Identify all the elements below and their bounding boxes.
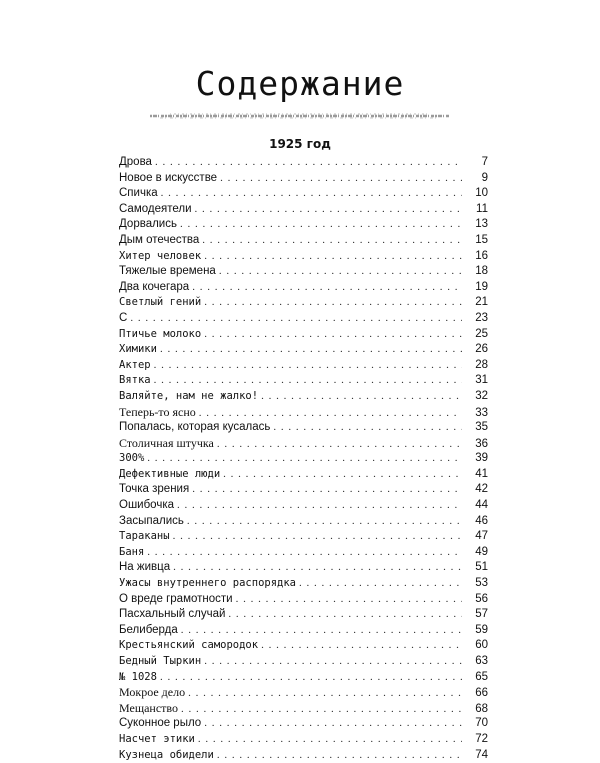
toc-entry (119, 202, 488, 218)
dot-leader (199, 233, 462, 249)
toc-entry (119, 186, 488, 202)
toc-entry-title: Хитер человек (119, 249, 202, 262)
toc-entry-page-number: 9 (481, 171, 488, 184)
toc-entry-title: Тараканы (119, 530, 170, 543)
toc-entry-page-number: 19 (475, 280, 488, 293)
toc-entry (119, 342, 488, 358)
toc-entry (119, 732, 488, 748)
toc-entry-title: О вреде грамотности (119, 592, 233, 605)
dot-leader (196, 406, 462, 421)
toc-entry-page-number: 46 (475, 514, 488, 527)
dot-leader (201, 295, 462, 311)
toc-entry (119, 654, 488, 670)
toc-entry-page-number: 16 (475, 249, 488, 262)
section-heading: 1925 год (269, 137, 331, 151)
toc-entry (119, 280, 488, 296)
toc-entry (119, 233, 488, 249)
dot-leader (170, 560, 462, 576)
toc-entry-title: Попалась, которая кусалась (119, 421, 271, 434)
toc-entry (119, 451, 488, 467)
dot-leader (184, 514, 462, 530)
toc-entry-title: Валяйте, нам не жалко! (119, 389, 259, 402)
dot-leader (144, 451, 462, 467)
toc-entry (119, 716, 488, 732)
toc-entry-page-number: 44 (475, 499, 488, 512)
toc-entry-page-number: 63 (475, 655, 488, 667)
dot-leader (127, 311, 462, 327)
dot-leader (216, 264, 462, 280)
toc-entry-page-number: 10 (475, 187, 488, 200)
toc-entry (119, 217, 488, 233)
toc-entry (119, 264, 488, 280)
toc-entry-page-number: 33 (475, 406, 488, 419)
toc-entry-title: Тяжелые времена (119, 265, 216, 278)
toc-entry-title: На живца (119, 561, 171, 574)
dot-leader (177, 217, 462, 233)
dot-leader (195, 732, 462, 748)
dot-leader (174, 498, 462, 514)
toc-entry-page-number: 56 (475, 592, 488, 605)
dot-leader (170, 529, 462, 545)
dot-leader (296, 576, 462, 592)
dot-leader (189, 280, 462, 296)
toc-entry-page-number: 36 (475, 437, 488, 450)
toc-entry-page-number: 72 (475, 732, 488, 745)
toc-entry-page-number: 65 (475, 670, 488, 683)
dot-leader (214, 437, 462, 452)
toc-entry (119, 155, 488, 171)
dot-leader (144, 545, 462, 561)
toc-entry-page-number: 51 (475, 561, 488, 574)
toc-entry (119, 436, 488, 452)
toc-entry-title: Птичье молоко (119, 327, 202, 340)
dot-leader (217, 171, 462, 187)
toc-entry-page-number: 32 (475, 389, 488, 402)
toc-entry-page-number: 41 (475, 467, 488, 480)
toc-entry-page-number: 11 (476, 202, 488, 215)
toc-entry-title: Два кочегара (119, 280, 190, 293)
dot-leader (158, 186, 462, 202)
dot-leader (157, 342, 462, 358)
toc-entry-page-number: 68 (475, 702, 488, 715)
toc-entry-page-number: 35 (475, 421, 488, 434)
toc-entry (119, 373, 488, 389)
dot-leader (157, 670, 462, 686)
dot-leader (201, 249, 462, 265)
toc-entry-page-number: 57 (475, 608, 488, 621)
toc-entry-title: Светлый гений (119, 296, 202, 309)
toc-entry (119, 405, 488, 421)
toc-entry-title: Дым отечества (119, 233, 200, 246)
toc-entry-title: Самодеятели (119, 202, 192, 215)
toc-entry-title: Точка зрения (119, 483, 190, 496)
dot-leader (225, 607, 462, 623)
toc-entry (119, 670, 488, 686)
toc-entry (119, 358, 488, 374)
dot-leader (151, 358, 462, 374)
toc-entry-title: Кузнеца обидели (119, 748, 214, 761)
toc-entry (119, 171, 488, 187)
toc-entry-title: Дорвались (119, 218, 177, 231)
dot-leader (185, 686, 462, 701)
dot-leader (233, 592, 462, 608)
toc-entry (119, 685, 488, 701)
dot-leader (152, 155, 462, 171)
toc-entry-title: Дефективные люди (119, 467, 221, 480)
toc-entry-page-number: 47 (475, 530, 488, 543)
toc-entry (119, 560, 488, 576)
toc-entry-title: Суконное рыло (119, 717, 202, 730)
dot-leader (201, 654, 462, 670)
toc-entry (119, 467, 488, 483)
toc-entry-title: С (119, 311, 128, 324)
toc-entry (119, 592, 488, 608)
toc-entry-title: Насчет этики (119, 732, 195, 745)
toc-entry (119, 514, 488, 530)
toc-entry-title: Новое в искусстве (119, 171, 218, 184)
toc-entry-title: Пасхальный случай (119, 608, 226, 621)
toc-entry-title: Мокрое дело (119, 685, 186, 700)
toc-entry (119, 311, 488, 327)
toc-entry-page-number: 18 (475, 265, 488, 278)
toc-entry-title: Теперь-то ясно (119, 404, 196, 419)
dot-leader (192, 202, 463, 218)
toc-entry-title: Мещанство (119, 700, 178, 715)
dot-leader (201, 716, 462, 732)
dot-leader (151, 373, 462, 389)
toc-entry (119, 498, 488, 514)
toc-entry (119, 545, 488, 561)
toc-entry-page-number: 21 (475, 296, 488, 309)
toc-entry-title: Дрова (119, 156, 152, 168)
toc-entry-page-number: 60 (475, 639, 488, 652)
dot-leader (258, 389, 462, 405)
toc-entry (119, 249, 488, 265)
toc-entry-page-number: 28 (475, 358, 488, 371)
table-of-contents (119, 155, 488, 763)
toc-entry-page-number: 23 (475, 311, 488, 324)
toc-entry-page-number: 31 (475, 374, 488, 387)
dot-leader (178, 702, 462, 717)
toc-entry-title: Столичная штучка (119, 435, 214, 450)
toc-entry-page-number: 59 (475, 623, 488, 636)
title-underline-decoration (150, 111, 450, 121)
toc-entry-page-number: 39 (475, 452, 488, 465)
toc-entry-title: Актер (119, 358, 151, 371)
toc-entry-page-number: 15 (475, 233, 488, 246)
toc-entry-page-number: 13 (475, 218, 488, 231)
dot-leader (178, 623, 462, 639)
toc-entry (119, 482, 488, 498)
toc-entry-page-number: 66 (475, 687, 488, 700)
toc-entry (119, 623, 488, 639)
toc-entry-page-number: 53 (475, 577, 488, 590)
toc-entry (119, 701, 488, 717)
toc-entry (119, 327, 488, 343)
toc-entry (119, 295, 488, 311)
toc-entry-page-number: 74 (475, 748, 488, 761)
toc-entry (119, 529, 488, 545)
toc-entry-title: № 1028 (119, 670, 157, 683)
toc-entry-title: Химики (119, 343, 157, 356)
dot-leader (220, 467, 462, 483)
toc-entry (119, 638, 488, 654)
dot-leader (258, 638, 462, 654)
toc-entry-title: Вятка (119, 374, 151, 387)
toc-entry (119, 576, 488, 592)
toc-entry-page-number: 25 (475, 327, 488, 340)
toc-entry-page-number: 26 (475, 343, 488, 356)
toc-entry-page-number: 42 (475, 483, 488, 496)
toc-entry-page-number: 70 (475, 717, 488, 730)
dot-leader (189, 482, 462, 498)
toc-entry-page-number: 7 (481, 156, 488, 168)
toc-entry-title: Ужасы внутреннего распорядка (119, 577, 297, 590)
toc-entry-title: Белиберда (119, 623, 178, 636)
dot-leader (201, 327, 462, 343)
toc-entry-title: Крестьянский самородок (119, 639, 259, 652)
toc-entry (119, 607, 488, 623)
toc-entry-title: 300% (119, 452, 145, 465)
toc-entry-title: Бедный Тыркин (119, 655, 202, 667)
dot-leader (270, 420, 462, 436)
toc-entry-page-number: 49 (475, 545, 488, 558)
toc-entry (119, 389, 488, 405)
toc-entry (119, 420, 488, 436)
toc-entry-title: Спичка (119, 187, 158, 200)
toc-entry-title: Засыпались (119, 514, 184, 527)
toc-entry-title: Ошибочка (119, 499, 174, 512)
toc-entry-title: Баня (119, 545, 145, 558)
page-title: Содержание (195, 64, 405, 103)
